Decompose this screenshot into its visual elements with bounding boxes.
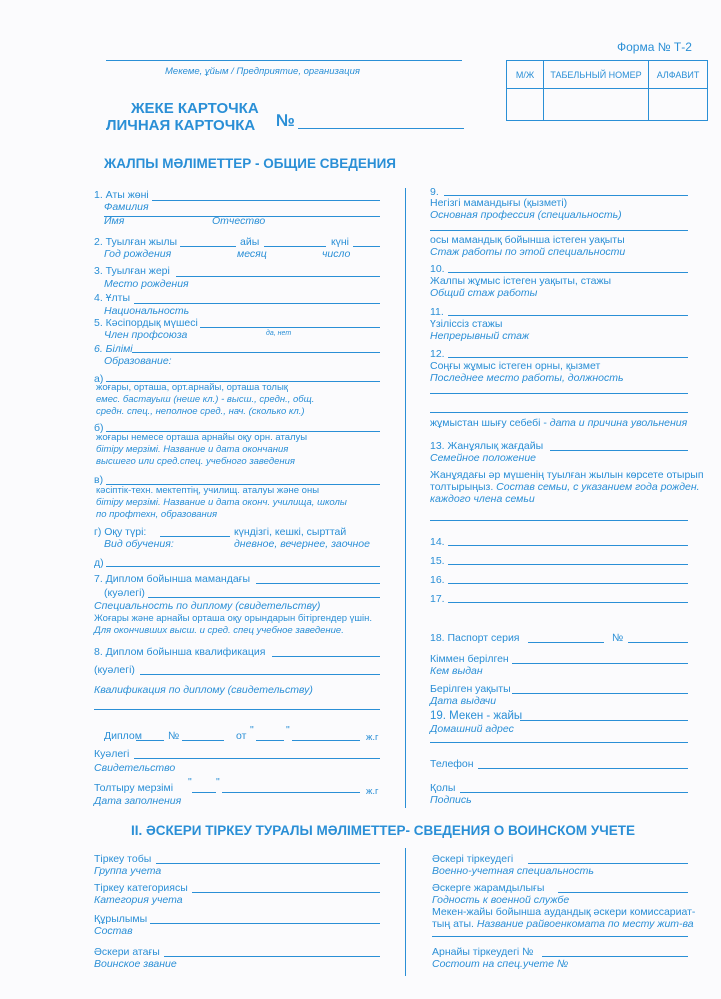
label-signature-ru: Подпись	[430, 794, 472, 806]
text-edu-v-1: кәсіптік-техн. мектептің, училищ. аталуы және оны	[96, 485, 320, 496]
label-birthplace-ru: Место рождения	[104, 278, 189, 290]
field-diploma-date[interactable]	[292, 740, 360, 741]
field-fitness[interactable]	[558, 892, 688, 893]
label-main-profession: Негізгі мамандығы (қызметі)	[430, 197, 568, 209]
label-fitness: Әскерге жарамдылығы	[432, 882, 545, 894]
label-birth-month: айы	[240, 236, 260, 248]
field-diploma-no[interactable]	[182, 740, 224, 741]
title-kazakh: ЖЕКЕ КАРТОЧКА	[131, 100, 259, 117]
field-diploma-day[interactable]	[256, 740, 284, 741]
label-union: 5. Кәсіпордық мүшесі	[94, 317, 198, 329]
quote-close: "	[286, 724, 290, 736]
label-quit-reason: жұмыстан шығу себебі - дата и причина увольнения	[430, 417, 688, 429]
field-main-profession[interactable]	[430, 230, 688, 231]
text-edu-b-1: жоғары немесе орташа арнайы оқу орн. аталуы	[96, 432, 308, 443]
label-union-hint: да, нет	[266, 330, 292, 337]
table-cell[interactable]	[649, 89, 708, 121]
label-diploma-specialty-ru: Специальность по диплому (свидетельству)	[94, 600, 321, 612]
label-passport-series: 18. Паспорт серия	[430, 632, 520, 644]
label-issue-date-ru: Дата выдачи	[430, 695, 497, 707]
column-divider-2	[405, 848, 406, 976]
label-nationality: 4. Ұлты	[94, 292, 130, 304]
label-address-ru: Домашний адрес	[430, 723, 514, 735]
field-education[interactable]	[132, 352, 380, 353]
label-surname-ru: Фамилия	[104, 201, 149, 213]
field-diploma-cert[interactable]	[148, 597, 380, 598]
label-rank: Әскери атағы	[94, 946, 160, 958]
label-education: 6. Білімі	[94, 343, 133, 355]
org-line	[106, 60, 462, 61]
table-header-gender: М/Ж	[507, 61, 544, 89]
num-12: 12.	[430, 348, 445, 360]
field-diploma-specialty[interactable]	[256, 583, 380, 584]
text-edu-b-2: бітіру мерзімі. Название и дата окончания	[96, 444, 289, 455]
fill-quote-open: "	[188, 776, 192, 788]
quote-open: "	[250, 724, 254, 736]
field-nationality[interactable]	[134, 303, 380, 304]
label-birth-day-ru: число	[322, 248, 351, 260]
text-edu-a-3: средн. спец., неполное сред., нач. (сколько кл.)	[96, 406, 305, 417]
title-number-line[interactable]	[298, 128, 464, 129]
label-edu-b: б)	[94, 422, 104, 434]
field-passport-series[interactable]	[528, 642, 604, 643]
label-diploma-from: от	[236, 730, 247, 742]
field-family-status[interactable]	[550, 450, 688, 451]
text-family-2: толтырыңыз. Состав семьи, с указанием года рожден.	[430, 481, 700, 493]
label-passport-no: №	[612, 632, 624, 644]
num-14: 14.	[430, 536, 445, 548]
num-17: 17.	[430, 593, 445, 605]
label-reg-group-ru: Группа учета	[94, 865, 162, 877]
label-profession-exp: осы мамандық бойынша істеген уақыты	[430, 234, 625, 246]
label-diploma-specialty: 7. Диплом бойынша мамандағы	[94, 573, 251, 585]
label-qualification-ru: Квалификация по диплому (свидетельству)	[94, 684, 313, 696]
label-firstname-ru: Имя	[104, 215, 125, 227]
label-total-exp: Жалпы жұмыс істеген уақыты, стажы	[430, 275, 612, 287]
label-birthplace: 3. Туылған жері	[94, 265, 170, 277]
label-rank-ru: Воинское звание	[94, 958, 177, 970]
field-11[interactable]	[448, 315, 688, 316]
field-12[interactable]	[448, 357, 688, 358]
label-qualification: 8. Диплом бойынша квалификация	[94, 646, 266, 658]
text-family-1: Жанұядағы әр мүшенің туылған жылын көрсете отырып	[430, 469, 704, 481]
label-signature: Қолы	[430, 782, 456, 794]
num-11: 11.	[430, 306, 444, 318]
label-special-reg-ru: Состоит на спец.учете №	[432, 958, 569, 970]
label-birth-month-ru: месяц	[237, 248, 267, 260]
label-reg-group: Тіркеу тобы	[94, 853, 152, 865]
label-mil-specialty-ru: Военно-учетная специальность	[432, 865, 594, 877]
label-union-ru: Член профсоюза	[104, 329, 188, 341]
label-issued-by: Кіммен берілген	[430, 653, 509, 665]
label-year-2: ж.г	[366, 786, 379, 797]
label-main-profession-ru: Основная профессия (специальность)	[430, 209, 622, 221]
field-birthplace[interactable]	[176, 276, 380, 277]
field-birth-day[interactable]	[353, 246, 380, 247]
table-cell[interactable]	[507, 89, 544, 121]
num-10: 10.	[430, 263, 445, 275]
label-edu-a: а)	[94, 373, 104, 385]
field-17[interactable]	[448, 602, 688, 603]
field-edu-d[interactable]	[106, 566, 380, 567]
label-fitness-ru: Годность к военной службе	[432, 894, 570, 906]
label-diploma-no: №	[168, 730, 180, 742]
text-edu-a-2: емес. бастауыш (неше кл.) - высш., средн., общ.	[96, 394, 315, 405]
label-special-reg: Арнайы тіркеудегі №	[432, 946, 534, 958]
label-address: 19. Мекен - жайы	[430, 710, 523, 722]
text-family-3: каждого члена семьи	[430, 493, 535, 505]
field-address[interactable]	[520, 720, 688, 721]
text-edu-a-1: жоғары, орташа, орт.арнайы, орташа толық	[96, 382, 288, 393]
label-education-ru: Образование:	[104, 355, 172, 367]
field-phone[interactable]	[478, 768, 688, 769]
label-fill-date: Толтыру мерзімі	[94, 782, 174, 794]
field-commissariat[interactable]	[432, 936, 688, 937]
fill-quote-close: "	[216, 776, 220, 788]
field-union[interactable]	[200, 327, 380, 328]
field-signature[interactable]	[460, 792, 688, 793]
title-number-sign: №	[276, 111, 295, 130]
field-last-job-1[interactable]	[430, 393, 688, 394]
column-divider	[405, 188, 406, 808]
field-address-2[interactable]	[430, 742, 688, 743]
field-last-job-2[interactable]	[430, 412, 688, 413]
field-birth-year[interactable]	[180, 246, 236, 247]
label-family-status-ru: Семейное положение	[430, 452, 536, 464]
label-total-exp-ru: Общий стаж работы	[430, 287, 538, 299]
label-birth-year-ru: Год рождения	[104, 248, 172, 260]
field-fill-day[interactable]	[192, 792, 216, 793]
field-birth-month[interactable]	[264, 246, 326, 247]
text-commissariat-1: Мекен-жайы бойынша аудандық әскери комиссариат-	[432, 906, 696, 918]
label-composition-ru: Состав	[94, 925, 133, 937]
field-qualification-extra[interactable]	[94, 709, 380, 710]
label-issue-date: Берілген уақыты	[430, 683, 511, 695]
text-edu-b-3: высшего или сред.спец. учебного заведения	[96, 456, 295, 467]
table-header-alphabet: АЛФАВИТ	[649, 61, 708, 89]
field-14[interactable]	[448, 545, 688, 546]
field-issue-date[interactable]	[512, 693, 688, 694]
org-label: Мекеме, ұйым / Предприятие, организация	[165, 66, 360, 77]
field-15[interactable]	[448, 564, 688, 565]
text-commissariat-2: тың аты. Название райвоенкомата по месту жит-ва	[432, 918, 694, 930]
field-special-reg[interactable]	[542, 956, 688, 957]
text-diploma-note-ru: Для окончивших высш. и сред. спец учебное заведение.	[94, 625, 344, 636]
label-family-status: 13. Жанұялық жағдайы	[430, 440, 544, 452]
field-10[interactable]	[448, 272, 688, 273]
field-issued-by[interactable]	[512, 663, 688, 664]
text-diploma-note-kz: Жоғары және арнайы орташа оқу орындарын бітіргендер үшін.	[94, 613, 373, 624]
text-edu-v-3: по профтехн, образования	[96, 509, 218, 520]
label-certificate: Куәлегі	[94, 748, 130, 760]
field-composition[interactable]	[150, 923, 380, 924]
num-16: 16.	[430, 574, 445, 586]
label-composition: Құрылымы	[94, 913, 148, 925]
text-study-type-kz: күндізгі, кешкі, сырттай	[234, 526, 347, 538]
label-edu-v: в)	[94, 474, 104, 486]
field-mil-specialty[interactable]	[528, 863, 688, 864]
table-cell[interactable]	[544, 89, 649, 121]
label-edu-d: д)	[94, 557, 104, 569]
field-surname[interactable]	[152, 200, 380, 201]
label-study-type: г) Оқу түрі:	[94, 526, 147, 538]
field-qualification-cert[interactable]	[140, 674, 380, 675]
label-diploma: Диплом	[104, 730, 142, 742]
label-birth-year: 2. Туылған жылы	[94, 236, 178, 248]
num-15: 15.	[430, 555, 445, 567]
section-1-title: ЖАЛПЫ МӘЛІМЕТТЕР - ОБЩИЕ СВЕДЕНИЯ	[104, 156, 396, 171]
label-year-1: ж.г	[366, 732, 379, 743]
label-certificate-ru: Свидетельство	[94, 762, 176, 774]
text-edu-v-2: бітіру мерзімі. Название и дата оконч. училища, школы	[96, 497, 347, 508]
field-certificate[interactable]	[134, 758, 380, 759]
label-study-type-ru: Вид обучения:	[104, 538, 174, 550]
num-9: 9.	[430, 186, 439, 198]
label-continuous-exp-ru: Непрерывный стаж	[430, 330, 530, 342]
label-fill-date-ru: Дата заполнения	[94, 795, 182, 807]
field-passport-no[interactable]	[628, 642, 688, 643]
label-mil-specialty: Әскері тіркеудегі	[432, 853, 514, 865]
field-study-type[interactable]	[160, 536, 230, 537]
field-fill-date[interactable]	[222, 792, 360, 793]
field-qualification[interactable]	[272, 656, 380, 657]
table-header-tabnum: ТАБЕЛЬНЫЙ НОМЕР	[544, 61, 649, 89]
field-16[interactable]	[448, 583, 688, 584]
field-diploma[interactable]	[136, 740, 164, 741]
tab-number-table	[506, 60, 708, 121]
label-name: 1. Аты жөні	[94, 189, 149, 201]
form-number: Форма № Т-2	[617, 40, 692, 54]
label-profession-exp-ru: Стаж работы по этой специальности	[430, 246, 626, 258]
field-reg-category[interactable]	[192, 892, 380, 893]
field-family-1[interactable]	[430, 520, 688, 521]
label-phone: Телефон	[430, 758, 474, 770]
label-reg-category-ru: Категория учета	[94, 894, 183, 906]
label-continuous-exp: Үзіліссіз стажы	[430, 318, 503, 330]
section-2-title: II. ӘСКЕРИ ТІРКЕУ ТУРАЛЫ МӘЛІМЕТТЕР- СВЕДЕНИЯ О ВОИНСКОМ УЧЕТЕ	[131, 823, 636, 838]
title-russian: ЛИЧНАЯ КАРТОЧКА	[106, 117, 256, 134]
field-rank[interactable]	[164, 956, 380, 957]
label-last-job: Соңғы жұмыс істеген орны, қызмет	[430, 360, 601, 372]
label-last-job-ru: Последнее место работы, должность	[430, 372, 624, 384]
label-issued-by-ru: Кем выдан	[430, 665, 483, 677]
label-qualification-cert: (куәлегі)	[94, 664, 135, 676]
text-study-type-ru: дневное, вечернее, заочное	[234, 538, 370, 550]
label-reg-category: Тіркеу категориясы	[94, 882, 188, 894]
label-birth-day: күні	[331, 236, 349, 248]
label-diploma-cert: (куәлегі)	[104, 587, 145, 599]
field-9[interactable]	[444, 195, 688, 196]
field-reg-group[interactable]	[156, 863, 380, 864]
label-nationality-ru: Национальность	[104, 305, 190, 317]
label-patronymic-ru: Отчество	[212, 215, 266, 227]
